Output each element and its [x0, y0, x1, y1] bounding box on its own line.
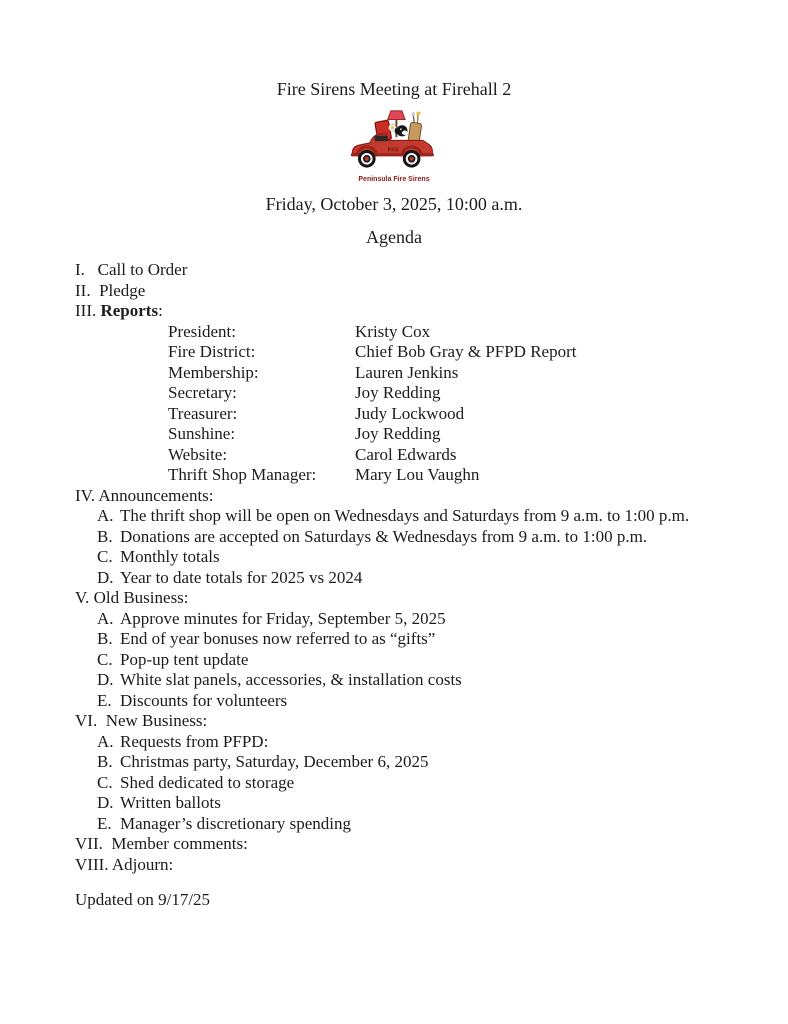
agenda-item-new-business — [75, 711, 705, 732]
sub-marker: C. — [97, 649, 113, 669]
announcement-item — [75, 506, 705, 527]
item-text: Pledge — [99, 280, 146, 300]
sub-marker: A. — [97, 731, 114, 751]
report-role: Thrift Shop Manager: — [168, 465, 317, 484]
old-business-item — [75, 609, 705, 630]
agenda-item-announcements — [75, 486, 705, 507]
sub-text: Written ballots — [120, 793, 221, 812]
announcement-item — [75, 527, 705, 548]
sub-marker: B. — [97, 752, 113, 771]
report-person: Joy Redding — [355, 424, 441, 443]
report-person: Joy Redding — [355, 383, 441, 402]
item-marker: II. — [75, 280, 100, 300]
report-role: Website: — [168, 444, 228, 464]
sub-marker: D. — [97, 567, 114, 587]
new-business-item — [75, 752, 705, 773]
agenda-heading: Agenda — [366, 227, 422, 247]
item-text: Adjourn: — [111, 854, 174, 874]
sub-marker: D. — [97, 793, 114, 812]
sub-marker: B. — [97, 526, 113, 546]
report-role: Fire District: — [168, 342, 256, 361]
item-marker: VIII. — [75, 854, 112, 874]
fire-sirens-logo — [0, 110, 788, 184]
sub-text: Monthly totals — [120, 547, 220, 566]
report-person: Mary Lou Vaughn — [355, 465, 480, 484]
sub-marker: C. — [97, 547, 113, 566]
report-role: Secretary: — [168, 383, 237, 402]
sub-text: The thrift shop will be open on Wednesdays and Saturdays from 9 a.m. to 1:00 p.m. — [120, 506, 690, 525]
fire-truck-logo-icon — [346, 110, 442, 174]
updated-note: Updated on 9/17/25 — [75, 890, 211, 909]
report-person: Lauren Jenkins — [355, 362, 459, 382]
old-business-item — [75, 629, 705, 650]
sub-marker: E. — [97, 813, 112, 833]
item-text: New Business: — [105, 711, 208, 730]
agenda-item-pledge — [75, 281, 705, 302]
sub-text: Discounts for volunteers — [120, 690, 288, 710]
report-person: Carol Edwards — [355, 444, 457, 464]
item-text: Announcements: — [98, 485, 214, 505]
report-person: Kristy Cox — [355, 321, 431, 341]
announcement-item — [75, 547, 705, 568]
sub-marker: E. — [97, 690, 112, 710]
meeting-datetime: Friday, October 3, 2025, 10:00 a.m. — [265, 194, 523, 214]
report-role: President: — [168, 321, 236, 341]
sub-text: Requests from PFPD: — [120, 731, 269, 751]
item-text: Member comments: — [111, 834, 248, 853]
item-marker: VI. — [75, 711, 106, 730]
report-person: Chief Bob Gray & PFPD Report — [355, 342, 577, 361]
sub-marker: D. — [97, 670, 114, 689]
item-marker: V. — [75, 588, 94, 607]
agenda-item-old-business — [75, 588, 705, 609]
item-suffix: : — [158, 301, 163, 320]
item-text: Old Business: — [93, 588, 189, 607]
new-business-item — [75, 773, 705, 794]
new-business-item — [75, 814, 705, 835]
sub-marker: A. — [97, 506, 114, 525]
item-marker: I. — [75, 260, 98, 279]
sub-text: Donations are accepted on Saturdays & Wednesdays from 9 a.m. to 1:00 p.m. — [120, 526, 648, 546]
agenda-item-adjourn — [75, 855, 705, 876]
reports-table — [168, 322, 705, 486]
item-marker: III. — [75, 301, 101, 320]
sub-text: White slat panels, accessories, & installation costs — [120, 670, 462, 689]
sub-text: Year to date totals for 2025 vs 2024 — [120, 567, 363, 587]
sub-text: Christmas party, Saturday, December 6, 2025 — [120, 752, 429, 771]
old-business-item — [75, 670, 705, 691]
item-text-bold: Reports — [100, 301, 159, 320]
report-person: Judy Lockwood — [355, 403, 465, 423]
svg-text:PFS: PFS — [387, 147, 399, 154]
item-text: Call to Order — [97, 260, 188, 279]
announcement-item — [75, 568, 705, 589]
sub-text: Manager’s discretionary spending — [120, 813, 352, 833]
old-business-item — [75, 691, 705, 712]
sub-marker: C. — [97, 772, 113, 792]
report-role: Sunshine: — [168, 424, 236, 443]
sub-text: Approve minutes for Friday, September 5, 2025 — [120, 608, 446, 628]
agenda-item-call-to-order — [75, 260, 705, 281]
new-business-item — [75, 732, 705, 753]
document-title: Fire Sirens Meeting at Firehall 2 — [276, 79, 512, 99]
sub-text: Shed dedicated to storage — [120, 772, 295, 792]
item-marker: IV. — [75, 485, 99, 505]
agenda-outline — [75, 260, 705, 875]
sub-text: Pop-up tent update — [120, 649, 249, 669]
new-business-item — [75, 793, 705, 814]
sub-marker: B. — [97, 629, 113, 648]
sub-text: End of year bonuses now referred to as “gifts” — [120, 629, 436, 648]
sub-marker: A. — [97, 608, 114, 628]
old-business-item — [75, 650, 705, 671]
item-marker: VII. — [75, 834, 112, 853]
report-role: Treasurer: — [168, 403, 238, 423]
agenda-item-member-comments — [75, 834, 705, 855]
report-role: Membership: — [168, 362, 259, 382]
logo-caption: Peninsula Fire Sirens — [358, 176, 430, 183]
agenda-item-reports — [75, 301, 705, 322]
